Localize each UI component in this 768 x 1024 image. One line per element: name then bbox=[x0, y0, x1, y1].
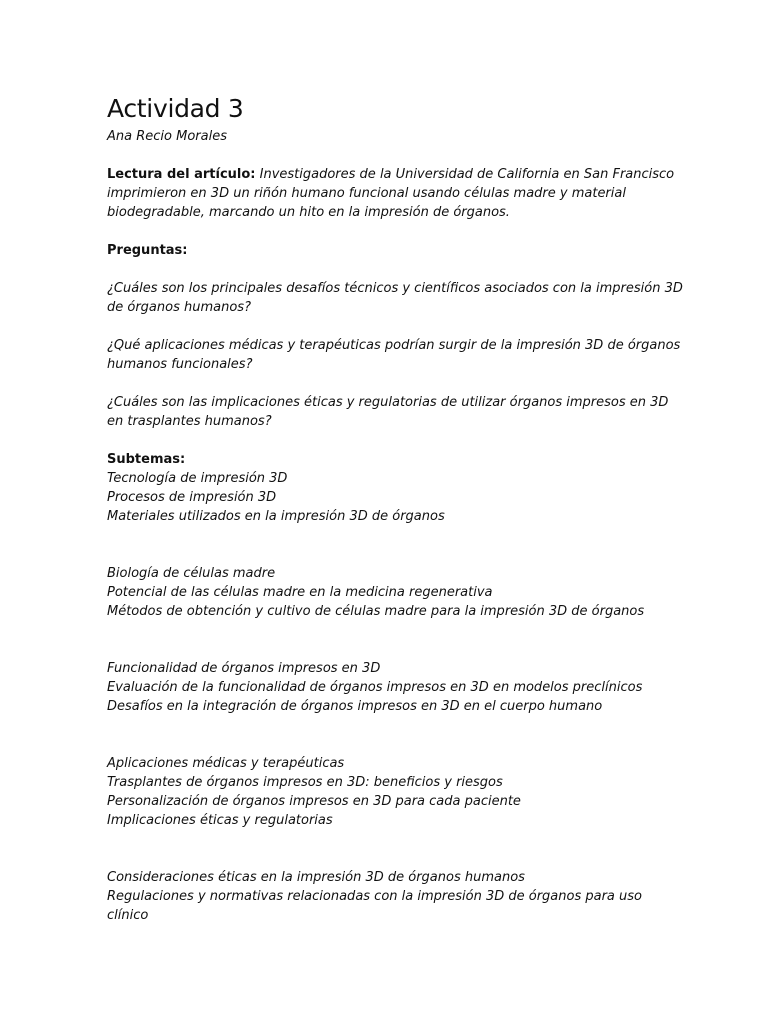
subtopic-item: Consideraciones éticas en la impresión 3D de órganos humanos bbox=[107, 870, 525, 885]
subtopic-item: Aplicaciones médicas y terapéuticas bbox=[107, 756, 345, 771]
subtopic-group bbox=[107, 564, 687, 621]
article-label: Lectura del artículo: bbox=[107, 167, 256, 182]
subtopic-item: Implicaciones éticas y regulatorias bbox=[107, 813, 333, 828]
subtopic-group bbox=[107, 754, 687, 830]
subtopics-heading: Subtemas: bbox=[107, 452, 186, 467]
article-text: Investigadores de la Universidad de California en San Francisco imprimieron en 3D un riñón humano funcional usando células madre y material biodegradable, marcando un hito en la impresión de órganos. bbox=[107, 167, 675, 220]
subtopic-item: Métodos de obtención y cultivo de células madre para la impresión 3D de órganos bbox=[107, 604, 645, 619]
subtopic-item: Personalización de órganos impresos en 3D para cada paciente bbox=[107, 794, 521, 809]
subtopic-item: Regulaciones y normativas relacionadas con la impresión 3D de órganos para uso clínico bbox=[107, 889, 642, 923]
question-item: ¿Cuáles son las implicaciones éticas y regulatorias de utilizar órganos impresos en 3D en trasplantes humanos? bbox=[107, 395, 669, 429]
subtopic-item: Procesos de impresión 3D bbox=[107, 490, 277, 505]
subtopic-item: Tecnología de impresión 3D bbox=[107, 471, 288, 486]
subtopic-item: Evaluación de la funcionalidad de órganos impresos en 3D en modelos preclínicos bbox=[107, 680, 643, 695]
subtopic-item: Materiales utilizados en la impresión 3D de órganos bbox=[107, 509, 445, 524]
document-page bbox=[107, 92, 687, 925]
subtopic-item: Trasplantes de órganos impresos en 3D: beneficios y riesgos bbox=[107, 775, 503, 790]
question-item: ¿Qué aplicaciones médicas y terapéuticas podrían surgir de la impresión 3D de órganos humanos funcionales? bbox=[107, 338, 681, 372]
subtopic-item: Potencial de las células madre en la medicina regenerativa bbox=[107, 585, 493, 600]
subtopic-group bbox=[107, 868, 687, 925]
author-name: Ana Recio Morales bbox=[107, 129, 227, 144]
questions-heading: Preguntas: bbox=[107, 243, 188, 258]
subtopic-item: Biología de células madre bbox=[107, 566, 276, 581]
subtopic-item: Funcionalidad de órganos impresos en 3D bbox=[107, 661, 381, 676]
subtopic-group bbox=[107, 469, 687, 526]
subtopic-group bbox=[107, 659, 687, 716]
question-item: ¿Cuáles son los principales desafíos técnicos y científicos asociados con la impresión 3D de órganos humanos? bbox=[107, 281, 683, 315]
article-summary bbox=[107, 165, 687, 222]
subtopic-item: Desafíos en la integración de órganos impresos en 3D en el cuerpo humano bbox=[107, 699, 603, 714]
document-title: Actividad 3 bbox=[107, 94, 244, 123]
